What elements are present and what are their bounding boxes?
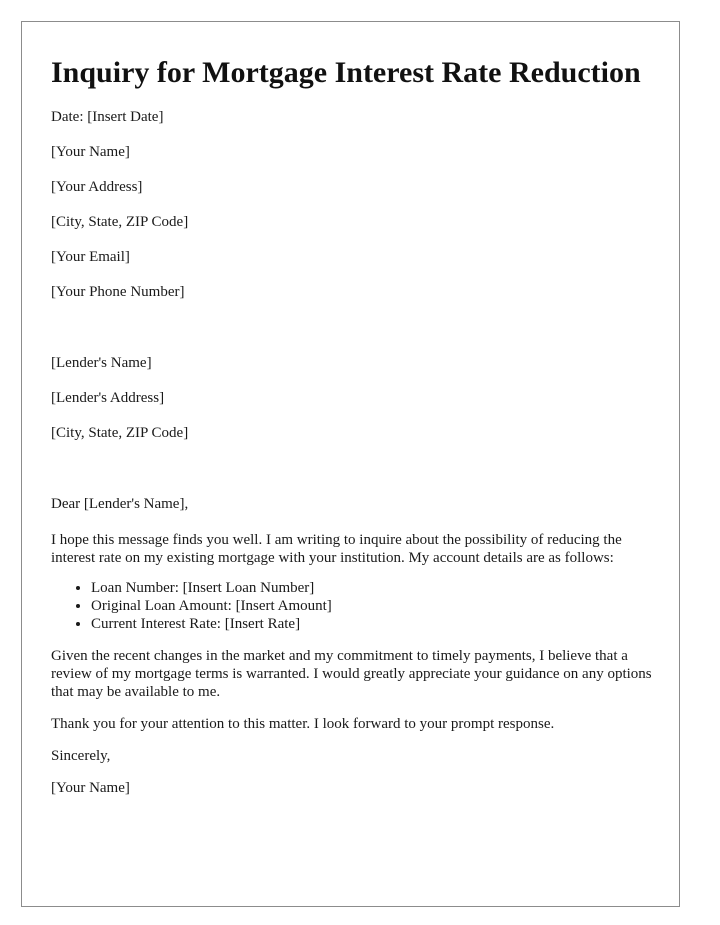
list-item: • Original Loan Amount: [Insert Amount]	[91, 597, 653, 615]
sender-email: [Your Email]	[51, 249, 130, 265]
sender-address: [Your Address]	[51, 179, 143, 195]
spacer	[51, 460, 653, 496]
signature-name: [Your Name]	[51, 780, 130, 796]
sender-name: [Your Name]	[51, 144, 130, 160]
date-line: Date: [Insert Date]	[51, 109, 164, 125]
intro-paragraph: I hope this message finds you well. I am writing to inquire about the possibility of reducing the interest rate on my existing mortgage with your institution. My account details are as follows:	[51, 532, 622, 566]
recipient-city-state-zip: [City, State, ZIP Code]	[51, 425, 189, 441]
recipient-block	[51, 355, 653, 442]
spacer	[51, 319, 653, 355]
recipient-address: [Lender's Address]	[51, 390, 165, 406]
letter-page	[21, 21, 680, 907]
sender-city-state-zip: [City, State, ZIP Code]	[51, 214, 189, 230]
closing-paragraph: Thank you for your attention to this matter. I look forward to your prompt response.	[51, 716, 555, 732]
salutation: Dear [Lender's Name],	[51, 496, 189, 512]
sign-off: Sincerely,	[51, 748, 111, 764]
account-details-list	[51, 579, 653, 633]
list-item: • Current Interest Rate: [Insert Rate]	[91, 615, 653, 633]
letter-title: Inquiry for Mortgage Interest Rate Reduction	[51, 56, 641, 89]
list-item: • Loan Number: [Insert Loan Number]	[91, 579, 653, 597]
sender-block	[51, 109, 653, 301]
recipient-name: [Lender's Name]	[51, 355, 152, 371]
body-paragraph: Given the recent changes in the market and my commitment to timely payments, I believe that a review of my mortgage terms is warranted. I would greatly appreciate your guidance on any options that may be available to me.	[51, 648, 652, 700]
letter-body	[51, 55, 653, 811]
sender-phone: [Your Phone Number]	[51, 284, 185, 300]
